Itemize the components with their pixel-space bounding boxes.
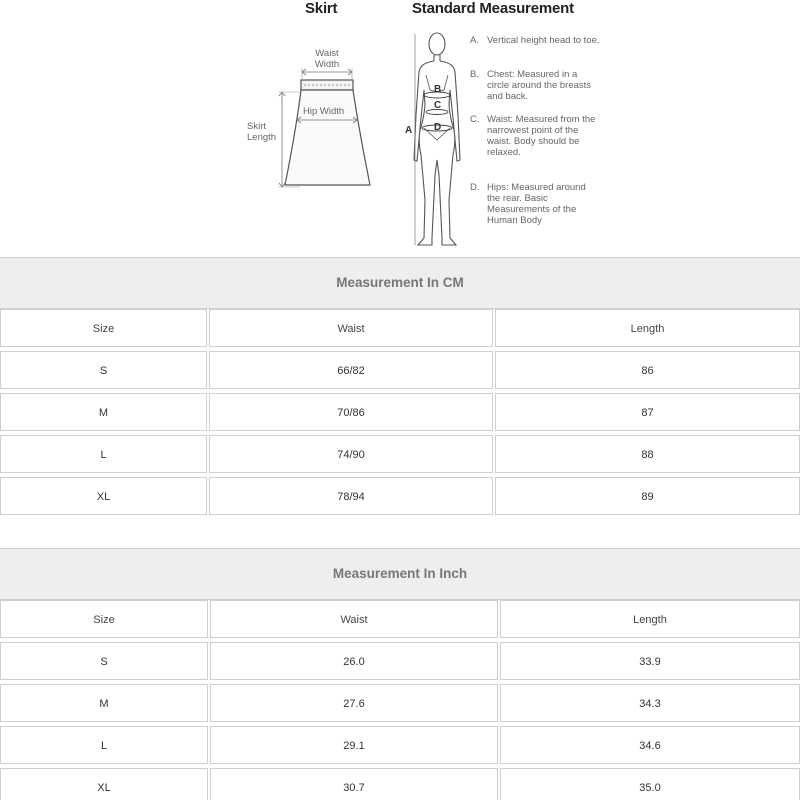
waist-cell: 74/90 [209, 435, 493, 473]
header-waist: Waist [210, 600, 498, 638]
size-cell: M [0, 684, 208, 722]
legend-key: B. [470, 69, 479, 80]
waist-cell: 29.1 [210, 726, 498, 764]
table-row [0, 477, 800, 517]
measurement-diagram [0, 0, 800, 254]
legend-item-a [470, 35, 600, 71]
standard-measurement-heading: Standard Measurement [412, 0, 574, 17]
header-length: Length [495, 309, 800, 347]
legend-item-c [470, 114, 600, 174]
body-illustration [414, 33, 460, 245]
body-letter-b: B [434, 84, 442, 95]
skirt-length-label: Skirt Length [247, 121, 277, 143]
table-row [0, 768, 800, 800]
header-length: Length [500, 600, 800, 638]
length-cell: 34.3 [500, 684, 800, 722]
inch-table-header-row [0, 600, 800, 640]
size-cell: XL [0, 768, 208, 800]
body-letter-a: A [405, 125, 413, 136]
waist-width-label: Waist Width [314, 48, 340, 70]
length-cell: 33.9 [500, 642, 800, 680]
hip-width-label: Hip Width [303, 106, 345, 117]
legend-item-d [470, 182, 600, 230]
table-row [0, 642, 800, 682]
length-cell: 87 [495, 393, 800, 431]
length-cell: 86 [495, 351, 800, 389]
table-row [0, 351, 800, 391]
header-waist: Waist [209, 309, 493, 347]
waist-cell: 78/94 [209, 477, 493, 515]
body-letter-d: D [434, 122, 442, 133]
size-cell: L [0, 435, 207, 473]
size-cell: M [0, 393, 207, 431]
legend-key: A. [470, 35, 479, 46]
table-row [0, 684, 800, 724]
table-row [0, 435, 800, 475]
cm-table-title: Measurement In CM [0, 257, 800, 309]
waist-cell: 70/86 [209, 393, 493, 431]
skirt-heading: Skirt [305, 0, 338, 17]
waist-cell: 27.6 [210, 684, 498, 722]
legend-text: Waist: Measured from the narrowest point of the waist. Body should be relaxed. [487, 114, 596, 158]
diagram-illustrations [0, 0, 800, 254]
size-cell: XL [0, 477, 207, 515]
waist-cell: 26.0 [210, 642, 498, 680]
waist-cell: 66/82 [209, 351, 493, 389]
table-row [0, 726, 800, 766]
size-cell: S [0, 642, 208, 680]
size-cell: S [0, 351, 207, 389]
size-cell: L [0, 726, 208, 764]
length-cell: 35.0 [500, 768, 800, 800]
cm-table-header-row [0, 309, 800, 349]
legend-text: Hips: Measured around the rear. Basic Measurements of the Human Body [487, 182, 586, 226]
table-row [0, 393, 800, 433]
legend-text: Vertical height head to toe. [487, 35, 600, 46]
legend-text: Chest: Measured in a circle around the breasts and back. [487, 69, 592, 102]
legend-item-b [470, 69, 600, 105]
waist-cell: 30.7 [210, 768, 498, 800]
length-cell: 88 [495, 435, 800, 473]
legend-key: C. [470, 114, 480, 125]
legend-key: D. [470, 182, 480, 193]
inch-table-title: Measurement In Inch [0, 548, 800, 600]
length-cell: 89 [495, 477, 800, 515]
body-letter-c: C [434, 100, 442, 111]
length-cell: 34.6 [500, 726, 800, 764]
header-size: Size [0, 600, 208, 638]
header-size: Size [0, 309, 207, 347]
skirt-illustration [278, 68, 370, 187]
